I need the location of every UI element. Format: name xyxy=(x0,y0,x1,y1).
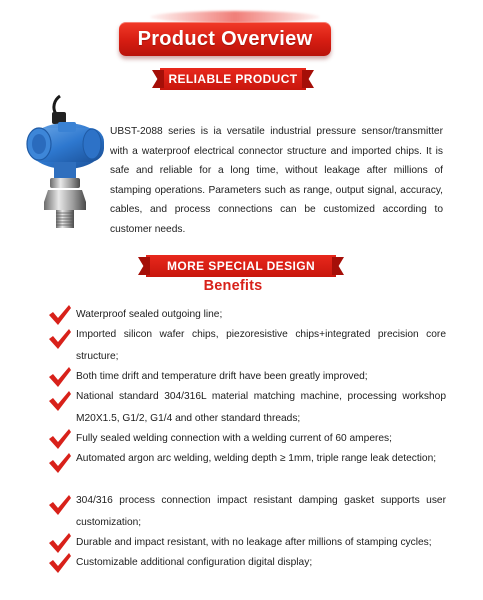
benefit-text: 304/316 process connection impact resistant damping gasket supports user customization; xyxy=(76,495,446,528)
page-title: Product Overview xyxy=(137,27,313,50)
benefit-text: Automated argon arc welding, welding depth ≥ 1mm, triple range leak detection; xyxy=(76,453,437,464)
special-design-label: MORE SPECIAL DESIGN xyxy=(166,259,316,273)
checkmark-icon xyxy=(48,390,72,412)
checkmark-icon xyxy=(48,428,72,450)
checkmark-icon xyxy=(48,304,72,326)
benefit-text: Fully sealed welding connection with a welding current of 60 amperes; xyxy=(76,433,392,444)
checkmark-icon xyxy=(48,494,72,516)
benefit-text: National standard 304/316L material matching machine, processing workshop M20X1.5, G1/2, G1/4 and other standard threads; xyxy=(76,391,446,424)
benefit-text: Customizable additional configuration digital display; xyxy=(76,557,313,568)
benefit-text: Both time drift and temperature drift have been greatly improved; xyxy=(76,371,368,382)
product-description: UBST-2088 series is ia versatile industrial pressure sensor/transmitter with a waterproof electrical connector structure and imported chips. It is safe and reliable for a long time, without leakage after millions of stamping operations. Parameters such as range, output signal, accuracy, cables, and process connections can be customized according to customer needs. xyxy=(110,126,443,235)
benefits-title: Benefits xyxy=(203,278,263,294)
benefit-text: Waterproof sealed outgoing line; xyxy=(76,309,223,320)
benefit-text: Imported silicon wafer chips, piezoresistive chips+integrated precision core structure; xyxy=(76,329,446,362)
checkmark-icon xyxy=(48,452,72,474)
checkmark-icon xyxy=(48,552,72,574)
page-title-banner xyxy=(119,22,331,56)
pressure-transmitter-image xyxy=(14,94,112,230)
reliable-product-ribbon xyxy=(160,68,306,90)
checkmark-icon xyxy=(48,366,72,388)
benefit-text: Durable and impact resistant, with no leakage after millions of stamping cycles; xyxy=(76,537,432,548)
special-design-ribbon xyxy=(146,255,336,277)
checkmark-icon xyxy=(48,532,72,554)
checkmark-icon xyxy=(48,328,72,350)
reliable-product-label: RELIABLE PRODUCT xyxy=(168,72,298,86)
